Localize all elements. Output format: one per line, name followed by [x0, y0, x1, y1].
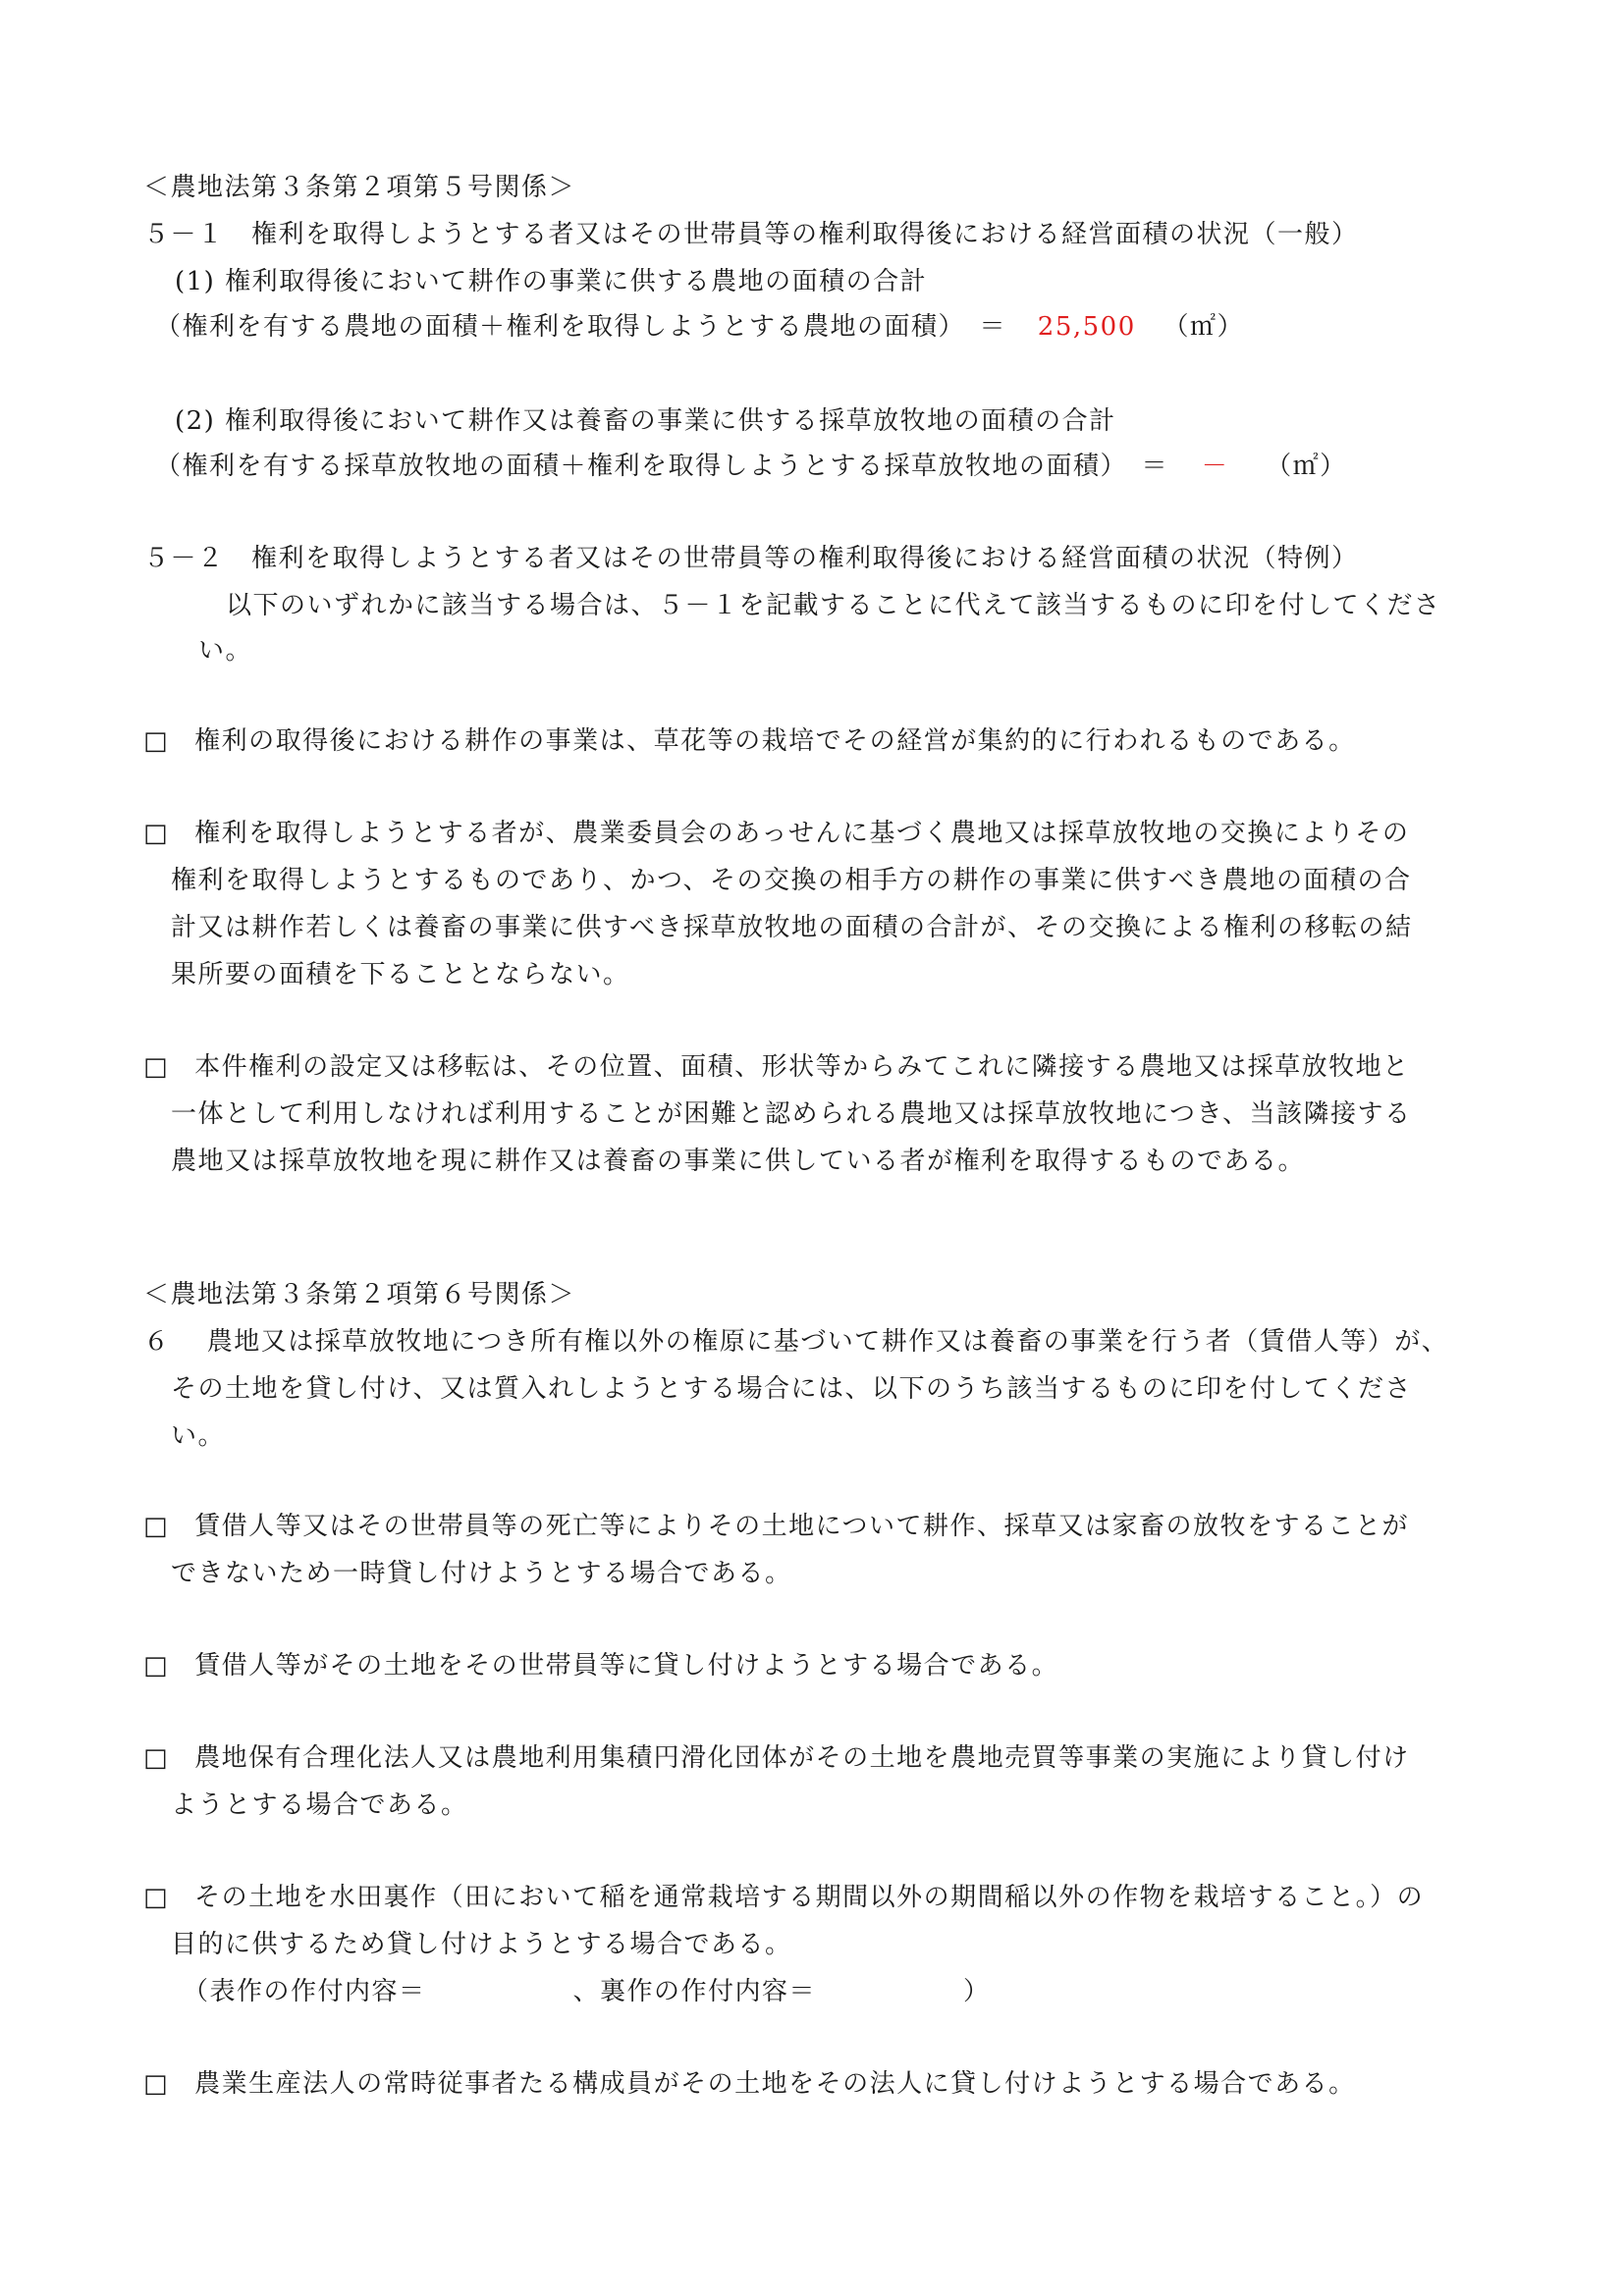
checkbox[interactable]: □ — [143, 1052, 170, 1082]
checkbox[interactable]: □ — [143, 726, 170, 756]
option-text: 賃借人等がその土地をその世帯員等に貸し付けようとする場合である。 — [194, 1651, 1059, 1681]
option-text: 農業生産法人の常時従事者たる構成員がその土地をその法人に貸し付けようとする場合である。 — [194, 2069, 1356, 2099]
item-5-1-sub1: (1) 権利取得後において耕作の事業に供する農地の面積の合計 — [175, 267, 928, 296]
section6-header: ＜農地法第３条第２項第６号関係＞ — [143, 1280, 576, 1309]
item-5-1-formula2 — [155, 454, 1347, 479]
option-6-5 — [143, 2071, 1356, 2097]
option-text: その土地を水田裏作（田において稲を通常栽培する期間以外の期間稲以外の作物を栽培すること。）の — [194, 1883, 1425, 1912]
checkbox[interactable]: □ — [143, 819, 170, 848]
option-5-2-1 — [143, 728, 1356, 754]
farmland-area-value: 25,500 — [1037, 312, 1136, 342]
item-5-1-formula1 — [155, 314, 1244, 340]
option-text-cont: 果所要の面積を下ることとならない。 — [171, 960, 630, 989]
item-6-heading-line3: い。 — [171, 1421, 226, 1451]
checkbox[interactable]: □ — [143, 2069, 170, 2099]
checkbox[interactable]: □ — [143, 1743, 170, 1773]
option-text: 権利を取得しようとする者が、農業委員会のあっせんに基づく農地又は採草放牧地の交換によりその — [194, 819, 1410, 848]
option-text: 農地保有合理化法人又は農地利用集積円滑化団体がその土地を農地売買等事業の実施により貸し付け — [194, 1743, 1410, 1773]
option-text: 権利の取得後における耕作の事業は、草花等の栽培でその経営が集約的に行われるものである。 — [194, 726, 1356, 756]
checkbox[interactable]: □ — [143, 1512, 170, 1541]
option-text-cont: 権利を取得しようとするものであり、かつ、その交換の相手方の耕作の事業に供すべき農地の面積の合 — [171, 866, 1412, 895]
option-5-2-2 — [143, 821, 1409, 846]
unit-label: （㎡） — [1266, 452, 1347, 481]
option-text-cont: 一体として利用しなければ利用することが困難と認められる農地又は採草放牧地につき、当該隣接する — [171, 1099, 1412, 1129]
section5-header: ＜農地法第３条第２項第５号関係＞ — [143, 173, 576, 202]
item-6-heading-line1: ６ 農地又は採草放牧地につき所有権以外の権原に基づいて耕作又は養畜の事業を行う者（賃借人等）が、 — [143, 1327, 1449, 1357]
option-text-cont: 目的に供するため貸し付けようとする場合である。 — [171, 1930, 792, 1959]
item-5-1-heading: ５－１ 権利を取得しようとする者又はその世帯員等の権利取得後における経営面積の状況（一般） — [143, 220, 1359, 249]
option-6-2 — [143, 1653, 1058, 1679]
pasture-area-value: － — [1201, 452, 1229, 481]
unit-label: （㎡） — [1163, 312, 1245, 342]
option-6-1 — [143, 1514, 1409, 1539]
option-text-cont: できないため一時貸し付けようとする場合である。 — [171, 1559, 792, 1588]
item-6-heading-line2: その土地を貸し付け、又は質入れしようとする場合には、以下のうち該当するものに印を付してくださ — [171, 1374, 1412, 1404]
formula2-text: （権利を有する採草放牧地の面積＋権利を取得しようとする採草放牧地の面積） ＝ — [155, 452, 1169, 481]
formula1-text: （権利を有する農地の面積＋権利を取得しようとする農地の面積） ＝ — [155, 312, 1007, 342]
crop-note — [183, 1979, 991, 2004]
option-text-cont: 計又は耕作若しくは養畜の事業に供すべき採草放牧地の面積の合計が、その交換による権利の移転の結 — [171, 913, 1413, 942]
crop-note-close: ） — [963, 1977, 991, 2006]
checkbox[interactable]: □ — [143, 1883, 170, 1912]
item-5-1-sub2: (2) 権利取得後において耕作又は養畜の事業に供する採草放牧地の面積の合計 — [175, 406, 1116, 436]
option-6-3 — [143, 1745, 1410, 1771]
checkbox[interactable]: □ — [143, 1651, 170, 1681]
item-5-2-intro-line1: 以下のいずれかに該当する場合は、５－１を記載することに代えて該当するものに印を付してくださ — [226, 591, 1441, 620]
option-text-cont: 農地又は採草放牧地を現に耕作又は養畜の事業に供している者が権利を取得するものである。 — [171, 1147, 1306, 1176]
item-5-2-intro-line2: い。 — [198, 636, 253, 666]
crop-note-open: （表作の作付内容＝ — [183, 1977, 426, 2006]
option-6-4 — [143, 1885, 1424, 1910]
option-text: 本件権利の設定又は移転は、その位置、面積、形状等からみてこれに隣接する農地又は採草放牧地と — [194, 1052, 1410, 1082]
option-5-2-3 — [143, 1054, 1410, 1080]
option-text-cont: ようとする場合である。 — [171, 1790, 468, 1820]
option-text: 賃借人等又はその世帯員等の死亡等によりその土地について耕作、採草又は家畜の放牧をすることが — [194, 1512, 1410, 1541]
item-5-2-heading: ５－２ 権利を取得しようとする者又はその世帯員等の権利取得後における経営面積の状況（特例） — [143, 544, 1359, 573]
crop-note-mid: 、裏作の作付内容＝ — [572, 1977, 817, 2006]
